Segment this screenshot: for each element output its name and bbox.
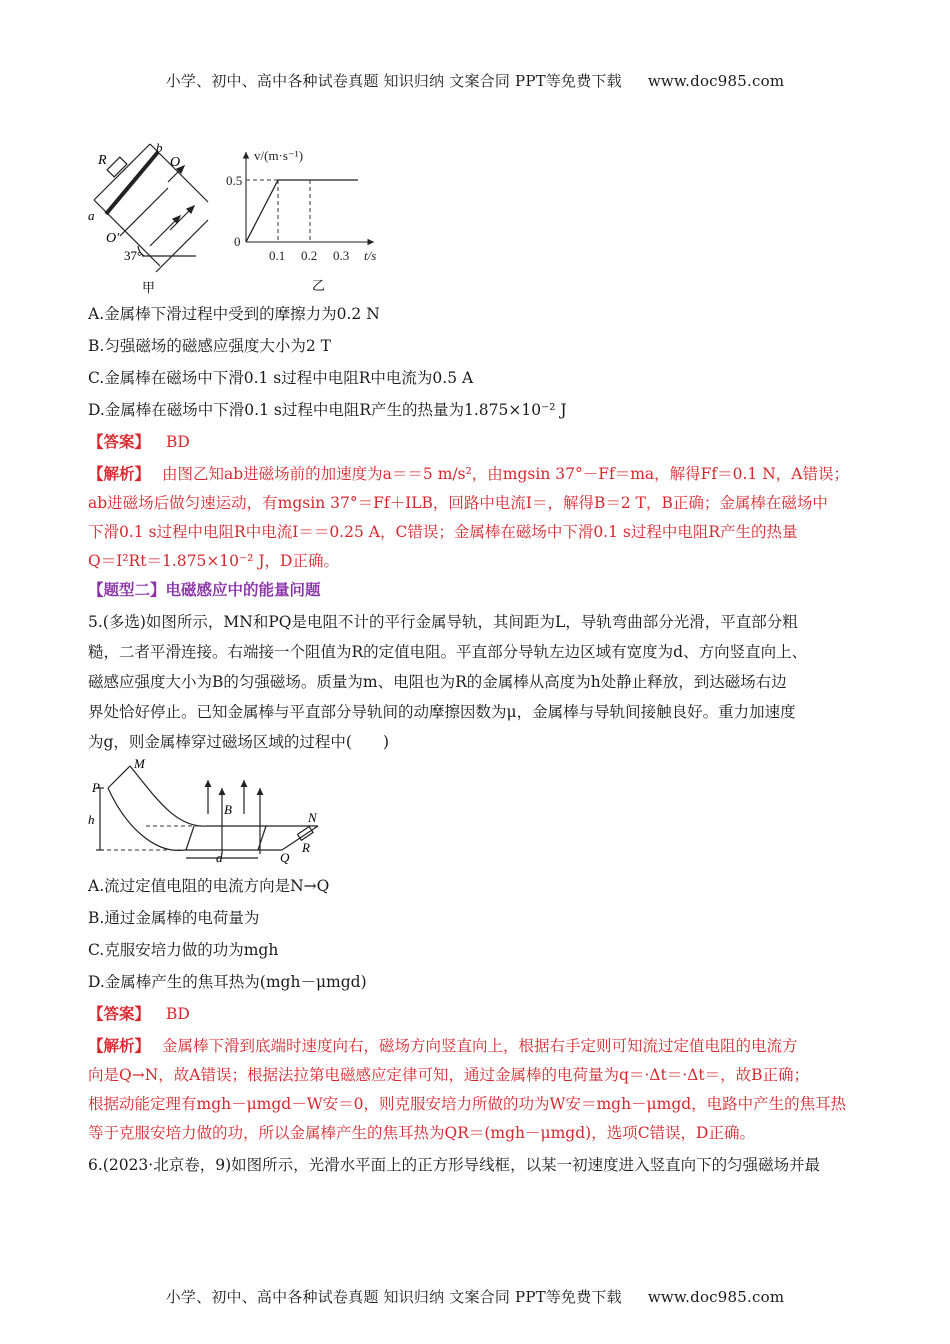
q5-explain-line-1 — [88, 1036, 798, 1056]
q4-explain-line-4: Q＝I²Rt＝1.875×10⁻² J，D正确。 — [88, 552, 339, 570]
figure-jia — [84, 138, 224, 298]
footer-url: www.doc985.com — [647, 1288, 785, 1306]
q5-stem-3: 磁感应强度大小为B的匀强磁场。质量为m、电阻也为R的金属棒从高度为h处静止释放，到达磁场右边 — [88, 673, 787, 691]
footer-text: 小学、初中、高中各种试卷真题 知识归纳 文案合同 PPT等免费下载 — [165, 1288, 622, 1306]
chart-x-tick-1: 0.2 — [301, 248, 318, 263]
q6-stem: 6.(2023·北京卷，9)如图所示，光滑水平面上的正方形导线框，以某一初速度进入竖直向下的匀强磁场并最 — [88, 1156, 821, 1174]
q5-explain-line-2: 向是Q→N，故A错误；根据法拉第电磁感应定律可知，通过金属棒的电荷量为q＝·Δt＝·Δt＝，故B正确； — [88, 1066, 809, 1084]
chart-x-label: t/s — [364, 248, 377, 263]
yi-caption: 乙 — [312, 279, 326, 294]
q4-explain-text-1: 由图乙知ab进磁场前的加速度为a＝＝5 m/s²，由mgsin 37°－Ff＝ma，解得Ff＝0.1 N，A错误； — [162, 465, 849, 483]
q5-option-a: A.流过定值电阻的电流方向是N→Q — [88, 877, 330, 895]
q5-stem-1: 5.(多选)如图所示，MN和PQ是电阻不计的平行金属导轨，其间距为L，导轨弯曲部分光滑，平直部分粗 — [88, 613, 798, 631]
q5-label-N: N — [308, 810, 317, 825]
figure-yi-chart — [224, 146, 394, 296]
q4-option-c: C.金属棒在磁场中下滑0.1 s过程中电阻R中电流为0.5 A — [88, 369, 474, 387]
chart-y-tick-0: 0.5 — [226, 173, 243, 188]
q5-explain-line-3: 根据动能定理有mgh－μmgd－W安＝0，则克服安培力所做的功为W安＝mgh－μmgd，电路中产生的焦耳热 — [88, 1095, 847, 1113]
figure-q5 — [86, 758, 336, 870]
q5-label-M: M — [134, 758, 145, 771]
jia-label-angle: 37° — [124, 248, 143, 263]
q5-label-h: h — [88, 812, 95, 827]
q5-answer-label: 【答案】 — [88, 1004, 151, 1023]
jia-label-a: a — [88, 208, 95, 223]
jia-label-R: R — [98, 153, 107, 168]
q4-explain-line-1 — [88, 464, 849, 484]
q5-answer — [88, 1004, 190, 1024]
page-header — [0, 70, 950, 91]
q5-label-P: P — [92, 780, 100, 795]
q5-explain-line-4: 等于克服安培力做的功，所以金属棒产生的焦耳热为QR＝(mgh－μmgd)，选项C错误，D正确。 — [88, 1124, 755, 1142]
chart-series-v — [246, 180, 358, 242]
chart-x-tick-2: 0.3 — [333, 248, 350, 263]
q5-label-Q: Q — [280, 850, 290, 865]
q4-answer-value: BD — [166, 433, 190, 451]
q5-explain-label: 【解析】 — [88, 1036, 151, 1055]
q4-option-d: D.金属棒在磁场中下滑0.1 s过程中电阻R产生的热量为1.875×10⁻² J — [88, 401, 567, 419]
chart-x-tick-0: 0.1 — [269, 248, 286, 263]
header-text: 小学、初中、高中各种试卷真题 知识归纳 文案合同 PPT等免费下载 — [165, 72, 622, 90]
q5-stem-4: 界处恰好停止。已知金属棒与平直部分导轨间的动摩擦因数为μ，金属棒与导轨间接触良好。重力加速度 — [88, 703, 796, 721]
chart-origin-label: 0 — [234, 234, 241, 249]
q5-option-d: D.金属棒产生的焦耳热为(mgh－μmgd) — [88, 973, 367, 991]
q4-answer — [88, 432, 190, 452]
q5-option-b: B.通过金属棒的电荷量为 — [88, 909, 260, 927]
q5-explain-text-1: 金属棒下滑到底端时速度向右，磁场方向竖直向上，根据右手定则可知流过定值电阻的电流方 — [162, 1037, 798, 1055]
jia-caption: 甲 — [142, 281, 156, 296]
q4-option-a: A.金属棒下滑过程中受到的摩擦力为0.2 N — [88, 305, 380, 323]
q5-answer-value: BD — [166, 1005, 190, 1023]
q5-label-R: R — [302, 840, 310, 855]
q5-label-d: d — [216, 850, 223, 865]
q4-explain-line-2: ab进磁场后做匀速运动，有mgsin 37°＝Ff＋ILB，回路中电流I＝，解得B＝2 T，B正确；金属棒在磁场中 — [88, 494, 828, 512]
q5-label-B: B — [224, 802, 232, 817]
q4-explain-line-3: 下滑0.1 s过程中电阻R中电流I＝＝0.25 A，C错误；金属棒在磁场中下滑0.1 s过程中电阻R产生的热量 — [88, 523, 798, 541]
q4-option-b: B.匀强磁场的磁感应强度大小为2 T — [88, 337, 331, 355]
q4-explain-label: 【解析】 — [88, 464, 151, 483]
q5-option-c: C.克服安培力做的功为mgh — [88, 941, 279, 959]
q4-answer-label: 【答案】 — [88, 432, 151, 451]
jia-label-O: O — [170, 155, 181, 170]
header-url: www.doc985.com — [647, 72, 785, 90]
jia-label-O-prime: O′ — [106, 231, 120, 246]
jia-label-b: b — [156, 140, 163, 155]
page-footer — [0, 1286, 950, 1307]
chart-y-label: v/(m·s⁻¹) — [254, 148, 304, 163]
q5-stem-5: 为g，则金属棒穿过磁场区域的过程中( ) — [88, 733, 390, 751]
section-title: 【题型二】电磁感应中的能量问题 — [88, 580, 321, 599]
q5-stem-2: 糙，二者平滑连接。右端接一个阻值为R的定值电阻。平直部分导轨左边区域有宽度为d、方向竖直向上、 — [88, 643, 808, 661]
